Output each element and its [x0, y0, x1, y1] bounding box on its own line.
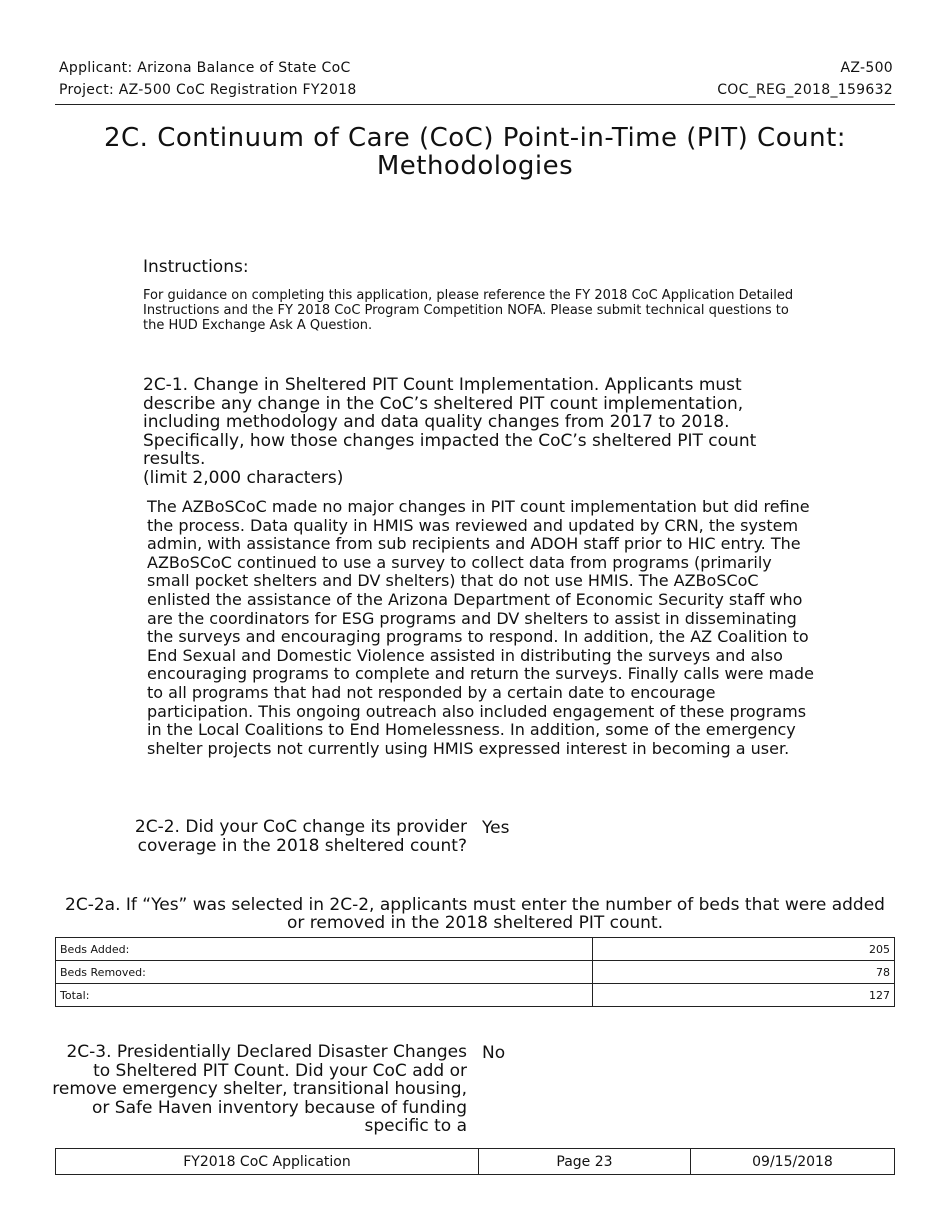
project-name: Project: AZ-500 CoC Registration FY2018	[59, 82, 357, 98]
beds-total-label: Total:	[56, 984, 593, 1007]
beds-added-label: Beds Added:	[56, 938, 593, 961]
footer-application: FY2018 CoC Application	[56, 1149, 479, 1175]
beds-total-value: 127	[593, 984, 895, 1007]
footer-date: 09/15/2018	[691, 1149, 895, 1175]
coc-number: AZ-500	[840, 60, 893, 76]
question-2c1-prompt: 2C-1. Change in Sheltered PIT Count Implementation. Applicants must describe any change in the CoC’s sheltered PIT count implementation, including methodology and data quality changes from 2017 to 2018. Specifically, how those changes impacted the CoC’s sheltered PIT count results.	[143, 375, 757, 469]
question-2c2-prompt: 2C-2. Did your CoC change its provider coverage in the 2018 sheltered count?	[134, 817, 467, 856]
header-divider	[55, 104, 895, 105]
table-row	[56, 961, 895, 984]
question-2c1-limit: (limit 2,000 characters)	[143, 467, 344, 488]
question-2c1	[143, 376, 813, 487]
instructions-text: For guidance on completing this application, please reference the FY 2018 CoC Application Detailed Instructions and the FY 2018 CoC Program Competition NOFA. Please submit technical questions to the HUD Exchange Ask A Question.	[143, 288, 794, 333]
question-2c2a-prompt: 2C-2a. If “Yes” was selected in 2C-2, applicants must enter the number of beds that were added or removed in the 2018 sheltered PIT count.	[65, 895, 885, 933]
answer-2c1: The AZBoSCoC made no major changes in PIT count implementation but did refine the process. Data quality in HMIS was reviewed and updated by CRN, the system admin, with assistance from sub recipients and ADOH staff prior to HIC entry. The AZBoSCoC continued to use a survey to collect data from programs (primarily small pocket shelters and DV shelters) that do not use HMIS. The AZBoSCoC enlisted the assistance of the Arizona Department of Economic Security staff who are the coordinators for ESG programs and DV shelters to assist in disseminating the surveys and encouraging programs to respond. In addition, the AZ Coalition to End Sexual and Domestic Violence assisted in distributing the surveys and also encouraging programs to complete and return the surveys. Finally calls were made to all programs that had not responded by a certain date to encourage participation. This ongoing outreach also included engagement of these programs in the Local Coalitions to End Homelessness. In addition, some of the emergency shelter projects not currently using HMIS expressed interest in becoming a user.	[147, 497, 814, 758]
instructions-heading: Instructions:	[143, 257, 249, 277]
answer-2c2: Yes	[482, 818, 510, 838]
page-footer	[55, 1148, 895, 1175]
question-2c3-prompt: 2C-3. Presidentially Declared Disaster Changes to Sheltered PIT Count. Did your CoC add or remove emergency shelter, transitional housing, or Safe Haven inventory because of funding specific to a	[52, 1042, 467, 1136]
table-row	[56, 984, 895, 1007]
beds-added-value: 205	[593, 938, 895, 961]
footer-page-number: Page 23	[479, 1149, 691, 1175]
beds-removed-value: 78	[593, 961, 895, 984]
applicant-name: Applicant: Arizona Balance of State CoC	[59, 60, 351, 76]
page-title: 2C. Continuum of Care (CoC) Point-in-Time (PIT) Count: Methodologies	[103, 123, 847, 181]
answer-2c3: No	[482, 1043, 506, 1063]
beds-removed-label: Beds Removed:	[56, 961, 593, 984]
registration-id: COC_REG_2018_159632	[717, 82, 893, 98]
table-row	[56, 938, 895, 961]
beds-table	[55, 937, 895, 1007]
